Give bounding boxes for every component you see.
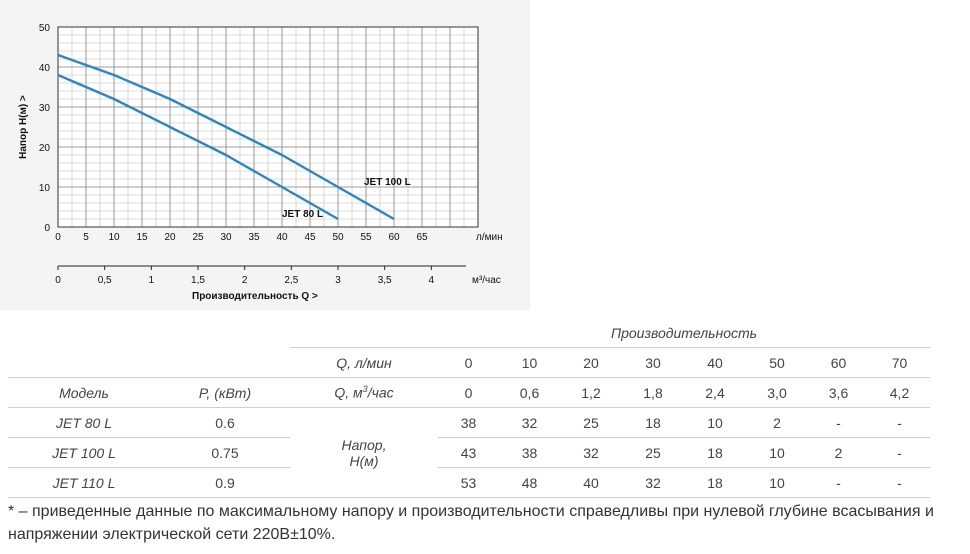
y-tick-label: 0 (44, 223, 50, 234)
q-lmin-cell: 10 (499, 348, 560, 378)
head-cell: 10 (746, 468, 808, 498)
head-cell: 38 (438, 408, 499, 438)
q-m3-cell: 2,4 (684, 378, 746, 408)
head-cell: - (869, 468, 930, 498)
head-cell: 18 (684, 468, 746, 498)
head-cell: 40 (560, 468, 622, 498)
q-lmin-cell: 0 (438, 348, 499, 378)
x-unit-label: л/мин (476, 232, 503, 243)
head-cell: 32 (560, 438, 622, 468)
q-lmin-label: Q, л/мин (290, 348, 438, 378)
series-label-jet-80: JET 80 L (282, 209, 324, 220)
q-lmin-cell: 50 (746, 348, 808, 378)
head-label: Напор, H(м) (290, 408, 438, 498)
q-m3-cell: 3,0 (746, 378, 808, 408)
pump-performance-chart (0, 0, 530, 310)
head-cell: 2 (746, 408, 808, 438)
chart-svg (0, 0, 530, 310)
secondary-tick-label: 2 (241, 275, 248, 286)
q-m3-label: Q, $м^3$/час (290, 378, 438, 408)
x-tick-label: 25 (192, 232, 204, 243)
head-cell: 53 (438, 468, 499, 498)
head-cell: - (869, 408, 930, 438)
head-cell: 25 (560, 408, 622, 438)
x-tick-label: 40 (276, 232, 288, 243)
head-cell: 43 (438, 438, 499, 468)
secondary-tick-label: 1,5 (191, 275, 205, 286)
footnote: * – приведенные данные по максимальному напору и производительности справедливы при нулевой глубине всасывания и напряжении электрической сети 220В±10%. (8, 503, 934, 543)
y-tick-label: 30 (38, 103, 50, 114)
head-cell: 32 (499, 408, 560, 438)
head-cell: 38 (499, 438, 560, 468)
secondary-tick-label: 1 (148, 275, 155, 286)
y-axis-label: Напор H(м) > (18, 95, 29, 159)
y-tick-label: 20 (38, 143, 50, 154)
head-cell: 48 (499, 468, 560, 498)
head-cell: 18 (622, 408, 684, 438)
head-cell: 25 (622, 438, 684, 468)
q-lmin-cell: 70 (869, 348, 930, 378)
x-tick-label: 20 (164, 232, 176, 243)
model-cell: JET 110 L (8, 468, 160, 498)
secondary-tick-label: 0 (55, 275, 61, 286)
y-tick-label: 50 (38, 23, 50, 34)
x-tick-label: 65 (416, 232, 428, 243)
performance-group-header: Производительность (610, 324, 758, 341)
secondary-tick-label: 0,5 (97, 275, 112, 286)
model-cell: JET 100 L (8, 438, 160, 468)
series-label-jet-100: JET 100 L (364, 177, 411, 188)
q-m3-cell: 4,2 (869, 378, 930, 408)
secondary-tick-label: 3 (335, 275, 341, 286)
q-m3-cell: 0,6 (499, 378, 560, 408)
q-lmin-cell: 30 (622, 348, 684, 378)
q-m3-cell: 3,6 (808, 378, 869, 408)
y-tick-label: 40 (38, 63, 50, 74)
head-cell: - (808, 468, 869, 498)
q-m3-cell: 0 (438, 378, 499, 408)
x-tick-label: 10 (108, 232, 120, 243)
power-cell: 0.9 (160, 468, 290, 498)
head-cell: 18 (684, 438, 746, 468)
x-tick-label: 35 (248, 232, 260, 243)
model-cell: JET 80 L (8, 408, 160, 438)
spec-table (8, 318, 930, 498)
head-cell: 32 (622, 468, 684, 498)
power-header: P, (кВт) (160, 378, 290, 408)
secondary-tick-label: 3,5 (377, 275, 392, 286)
q-lmin-cell: 60 (808, 348, 869, 378)
power-cell: 0.6 (160, 408, 290, 438)
table-row (8, 438, 930, 468)
secondary-unit-label: м³/час (472, 275, 501, 286)
x-tick-label: 15 (136, 232, 148, 243)
head-cell: 10 (684, 408, 746, 438)
table-row (8, 468, 930, 498)
secondary-tick-label: 4 (428, 275, 435, 286)
x-axis-label: Производительность Q > (192, 291, 318, 302)
x-tick-label: 55 (360, 232, 372, 243)
q-lmin-cell: 40 (684, 348, 746, 378)
power-cell: 0.75 (160, 438, 290, 468)
x-tick-label: 30 (220, 232, 232, 243)
head-cell: 10 (746, 438, 808, 468)
y-tick-label: 10 (38, 183, 50, 194)
head-cell: 2 (808, 438, 869, 468)
head-cell: - (869, 438, 930, 468)
table-row (8, 408, 930, 438)
head-cell: - (808, 408, 869, 438)
q-m3-cell: 1,2 (560, 378, 622, 408)
x-tick-label: 45 (304, 232, 316, 243)
x-tick-label: 60 (388, 232, 400, 243)
x-tick-label: 50 (332, 232, 344, 243)
q-m3-cell: 1,8 (622, 378, 684, 408)
x-tick-label: 0 (55, 232, 61, 243)
model-header: Модель (8, 378, 160, 408)
secondary-tick-label: 2,5 (284, 275, 299, 286)
x-tick-label: 5 (83, 232, 89, 243)
q-lmin-cell: 20 (560, 348, 622, 378)
